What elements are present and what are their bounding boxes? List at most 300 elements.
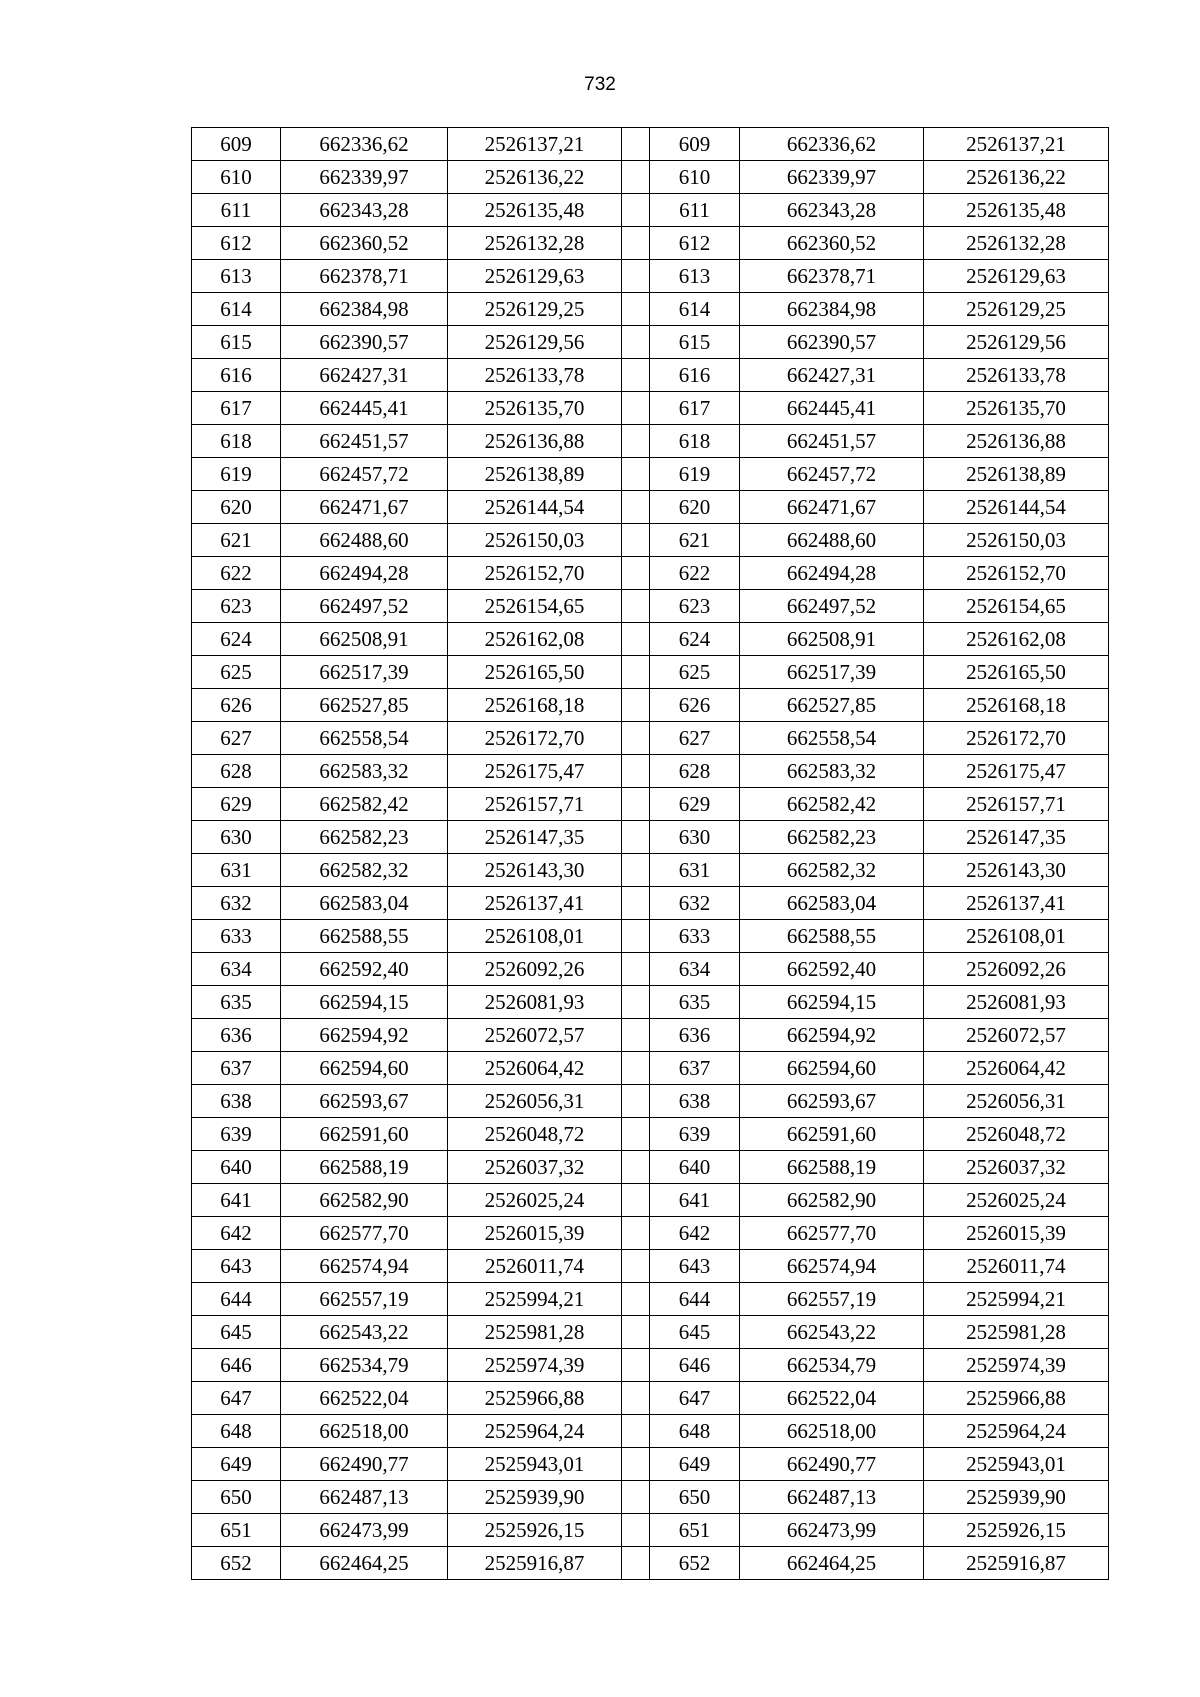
x-coordinate-cell: 662343,28 [281,194,448,227]
point-number-cell: 618 [192,425,281,458]
table-row [192,1382,1109,1415]
point-number-cell: 626 [650,689,740,722]
point-number-cell: 649 [650,1448,740,1481]
y-coordinate-cell: 2526157,71 [924,788,1109,821]
point-number-cell: 633 [192,920,281,953]
x-coordinate-cell: 662497,52 [740,590,924,623]
y-coordinate-cell: 2526108,01 [924,920,1109,953]
x-coordinate-cell: 662583,32 [740,755,924,788]
table-row [192,920,1109,953]
y-coordinate-cell: 2526011,74 [924,1250,1109,1283]
y-coordinate-cell: 2525939,90 [924,1481,1109,1514]
table-row [192,953,1109,986]
point-number-cell: 622 [650,557,740,590]
x-coordinate-cell: 662518,00 [281,1415,448,1448]
table-row [192,425,1109,458]
y-coordinate-cell: 2526025,24 [924,1184,1109,1217]
y-coordinate-cell: 2526037,32 [448,1151,622,1184]
table-row [192,1085,1109,1118]
y-coordinate-cell: 2525964,24 [924,1415,1109,1448]
table-row [192,491,1109,524]
y-coordinate-cell: 2526129,25 [448,293,622,326]
table-row [192,590,1109,623]
empty-separator-cell [622,1250,650,1283]
empty-separator-cell [622,458,650,491]
point-number-cell: 637 [192,1052,281,1085]
x-coordinate-cell: 662574,94 [281,1250,448,1283]
point-number-cell: 616 [192,359,281,392]
x-coordinate-cell: 662522,04 [740,1382,924,1415]
point-number-cell: 614 [192,293,281,326]
y-coordinate-cell: 2526129,63 [448,260,622,293]
point-number-cell: 641 [650,1184,740,1217]
y-coordinate-cell: 2526175,47 [924,755,1109,788]
empty-separator-cell [622,1448,650,1481]
x-coordinate-cell: 662464,25 [740,1547,924,1580]
table-row [192,1316,1109,1349]
y-coordinate-cell: 2526048,72 [924,1118,1109,1151]
x-coordinate-cell: 662527,85 [740,689,924,722]
point-number-cell: 651 [192,1514,281,1547]
empty-separator-cell [622,425,650,458]
y-coordinate-cell: 2526129,25 [924,293,1109,326]
point-number-cell: 619 [192,458,281,491]
x-coordinate-cell: 662473,99 [281,1514,448,1547]
point-number-cell: 626 [192,689,281,722]
x-coordinate-cell: 662494,28 [740,557,924,590]
x-coordinate-cell: 662534,79 [281,1349,448,1382]
point-number-cell: 611 [192,194,281,227]
y-coordinate-cell: 2526154,65 [924,590,1109,623]
x-coordinate-cell: 662582,23 [281,821,448,854]
y-coordinate-cell: 2526137,21 [924,128,1109,161]
y-coordinate-cell: 2526135,48 [924,194,1109,227]
x-coordinate-cell: 662336,62 [281,128,448,161]
point-number-cell: 621 [650,524,740,557]
table-row [192,194,1109,227]
x-coordinate-cell: 662339,97 [740,161,924,194]
x-coordinate-cell: 662518,00 [740,1415,924,1448]
empty-separator-cell [622,986,650,1019]
y-coordinate-cell: 2526175,47 [448,755,622,788]
x-coordinate-cell: 662517,39 [740,656,924,689]
table-row [192,1184,1109,1217]
x-coordinate-cell: 662494,28 [281,557,448,590]
y-coordinate-cell: 2526092,26 [924,953,1109,986]
table-row [192,821,1109,854]
table-row [192,161,1109,194]
y-coordinate-cell: 2526064,42 [448,1052,622,1085]
empty-separator-cell [622,128,650,161]
y-coordinate-cell: 2525994,21 [448,1283,622,1316]
y-coordinate-cell: 2526132,28 [448,227,622,260]
table-row [192,1019,1109,1052]
empty-separator-cell [622,491,650,524]
x-coordinate-cell: 662390,57 [281,326,448,359]
empty-separator-cell [622,1514,650,1547]
point-number-cell: 652 [650,1547,740,1580]
x-coordinate-cell: 662558,54 [740,722,924,755]
table-row [192,1283,1109,1316]
table-row [192,1481,1109,1514]
x-coordinate-cell: 662490,77 [740,1448,924,1481]
x-coordinate-cell: 662594,92 [740,1019,924,1052]
x-coordinate-cell: 662574,94 [740,1250,924,1283]
point-number-cell: 643 [650,1250,740,1283]
x-coordinate-cell: 662593,67 [281,1085,448,1118]
y-coordinate-cell: 2525981,28 [924,1316,1109,1349]
y-coordinate-cell: 2526135,70 [924,392,1109,425]
y-coordinate-cell: 2526172,70 [448,722,622,755]
point-number-cell: 623 [650,590,740,623]
point-number-cell: 650 [650,1481,740,1514]
point-number-cell: 614 [650,293,740,326]
x-coordinate-cell: 662390,57 [740,326,924,359]
x-coordinate-cell: 662591,60 [740,1118,924,1151]
empty-separator-cell [622,1349,650,1382]
y-coordinate-cell: 2526150,03 [924,524,1109,557]
point-number-cell: 610 [192,161,281,194]
y-coordinate-cell: 2526152,70 [448,557,622,590]
point-number-cell: 629 [192,788,281,821]
empty-separator-cell [622,293,650,326]
x-coordinate-cell: 662582,90 [740,1184,924,1217]
x-coordinate-cell: 662592,40 [740,953,924,986]
table-row [192,1118,1109,1151]
y-coordinate-cell: 2526168,18 [924,689,1109,722]
empty-separator-cell [622,590,650,623]
empty-separator-cell [622,920,650,953]
table-row [192,524,1109,557]
y-coordinate-cell: 2526143,30 [924,854,1109,887]
x-coordinate-cell: 662343,28 [740,194,924,227]
point-number-cell: 627 [192,722,281,755]
point-number-cell: 609 [192,128,281,161]
empty-separator-cell [622,194,650,227]
point-number-cell: 640 [192,1151,281,1184]
y-coordinate-cell: 2526015,39 [448,1217,622,1250]
point-number-cell: 650 [192,1481,281,1514]
y-coordinate-cell: 2526135,70 [448,392,622,425]
y-coordinate-cell: 2525974,39 [924,1349,1109,1382]
x-coordinate-cell: 662558,54 [281,722,448,755]
x-coordinate-cell: 662527,85 [281,689,448,722]
table-row [192,1250,1109,1283]
empty-separator-cell [622,392,650,425]
y-coordinate-cell: 2526025,24 [448,1184,622,1217]
point-number-cell: 612 [650,227,740,260]
y-coordinate-cell: 2526136,88 [448,425,622,458]
x-coordinate-cell: 662487,13 [281,1481,448,1514]
point-number-cell: 636 [192,1019,281,1052]
point-number-cell: 620 [192,491,281,524]
table-row [192,392,1109,425]
point-number-cell: 648 [192,1415,281,1448]
y-coordinate-cell: 2525926,15 [924,1514,1109,1547]
point-number-cell: 627 [650,722,740,755]
x-coordinate-cell: 662582,23 [740,821,924,854]
point-number-cell: 647 [650,1382,740,1415]
point-number-cell: 625 [192,656,281,689]
x-coordinate-cell: 662508,91 [281,623,448,656]
y-coordinate-cell: 2525966,88 [924,1382,1109,1415]
table-row [192,1349,1109,1382]
x-coordinate-cell: 662594,60 [740,1052,924,1085]
x-coordinate-cell: 662384,98 [740,293,924,326]
x-coordinate-cell: 662488,60 [281,524,448,557]
empty-separator-cell [622,1415,650,1448]
y-coordinate-cell: 2526129,63 [924,260,1109,293]
x-coordinate-cell: 662594,60 [281,1052,448,1085]
point-number-cell: 623 [192,590,281,623]
empty-separator-cell [622,524,650,557]
point-number-cell: 613 [192,260,281,293]
point-number-cell: 617 [650,392,740,425]
point-number-cell: 638 [192,1085,281,1118]
point-number-cell: 649 [192,1448,281,1481]
table-row [192,986,1109,1019]
empty-separator-cell [622,1283,650,1316]
table-row [192,722,1109,755]
x-coordinate-cell: 662543,22 [740,1316,924,1349]
table-row [192,656,1109,689]
table-row [192,557,1109,590]
point-number-cell: 645 [650,1316,740,1349]
x-coordinate-cell: 662336,62 [740,128,924,161]
point-number-cell: 624 [192,623,281,656]
y-coordinate-cell: 2526048,72 [448,1118,622,1151]
point-number-cell: 617 [192,392,281,425]
x-coordinate-cell: 662471,67 [281,491,448,524]
x-coordinate-cell: 662582,42 [281,788,448,821]
table-row [192,1448,1109,1481]
x-coordinate-cell: 662583,32 [281,755,448,788]
y-coordinate-cell: 2525974,39 [448,1349,622,1382]
y-coordinate-cell: 2526015,39 [924,1217,1109,1250]
x-coordinate-cell: 662384,98 [281,293,448,326]
point-number-cell: 624 [650,623,740,656]
x-coordinate-cell: 662534,79 [740,1349,924,1382]
y-coordinate-cell: 2526157,71 [448,788,622,821]
x-coordinate-cell: 662339,97 [281,161,448,194]
y-coordinate-cell: 2526135,48 [448,194,622,227]
x-coordinate-cell: 662451,57 [740,425,924,458]
empty-separator-cell [622,1316,650,1349]
x-coordinate-cell: 662427,31 [281,359,448,392]
x-coordinate-cell: 662582,42 [740,788,924,821]
table-row [192,788,1109,821]
point-number-cell: 632 [192,887,281,920]
table-row [192,458,1109,491]
point-number-cell: 634 [650,953,740,986]
empty-separator-cell [622,359,650,392]
point-number-cell: 629 [650,788,740,821]
y-coordinate-cell: 2526108,01 [448,920,622,953]
y-coordinate-cell: 2526072,57 [924,1019,1109,1052]
x-coordinate-cell: 662582,32 [740,854,924,887]
x-coordinate-cell: 662508,91 [740,623,924,656]
y-coordinate-cell: 2526144,54 [924,491,1109,524]
y-coordinate-cell: 2526165,50 [924,656,1109,689]
point-number-cell: 616 [650,359,740,392]
empty-separator-cell [622,755,650,788]
point-number-cell: 642 [650,1217,740,1250]
table-row [192,887,1109,920]
x-coordinate-cell: 662577,70 [740,1217,924,1250]
x-coordinate-cell: 662360,52 [281,227,448,260]
y-coordinate-cell: 2526137,41 [924,887,1109,920]
point-number-cell: 613 [650,260,740,293]
y-coordinate-cell: 2526092,26 [448,953,622,986]
point-number-cell: 609 [650,128,740,161]
x-coordinate-cell: 662457,72 [281,458,448,491]
y-coordinate-cell: 2526138,89 [448,458,622,491]
point-number-cell: 644 [192,1283,281,1316]
y-coordinate-cell: 2526133,78 [448,359,622,392]
point-number-cell: 642 [192,1217,281,1250]
point-number-cell: 644 [650,1283,740,1316]
y-coordinate-cell: 2526037,32 [924,1151,1109,1184]
empty-separator-cell [622,1382,650,1415]
point-number-cell: 643 [192,1250,281,1283]
x-coordinate-cell: 662594,92 [281,1019,448,1052]
y-coordinate-cell: 2526081,93 [448,986,622,1019]
y-coordinate-cell: 2526172,70 [924,722,1109,755]
table-row [192,755,1109,788]
empty-separator-cell [622,557,650,590]
empty-separator-cell [622,161,650,194]
x-coordinate-cell: 662582,90 [281,1184,448,1217]
coordinates-table-body [192,128,1109,1580]
point-number-cell: 639 [192,1118,281,1151]
table-row [192,227,1109,260]
coordinates-table [191,127,1109,1580]
table-row [192,854,1109,887]
x-coordinate-cell: 662451,57 [281,425,448,458]
x-coordinate-cell: 662378,71 [281,260,448,293]
x-coordinate-cell: 662473,99 [740,1514,924,1547]
table-row [192,689,1109,722]
table-row [192,1547,1109,1580]
point-number-cell: 651 [650,1514,740,1547]
table-row [192,1052,1109,1085]
empty-separator-cell [622,1217,650,1250]
empty-separator-cell [622,1184,650,1217]
point-number-cell: 628 [650,755,740,788]
table-row [192,623,1109,656]
x-coordinate-cell: 662497,52 [281,590,448,623]
point-number-cell: 622 [192,557,281,590]
y-coordinate-cell: 2525964,24 [448,1415,622,1448]
y-coordinate-cell: 2526136,22 [448,161,622,194]
table-row [192,1151,1109,1184]
empty-separator-cell [622,1019,650,1052]
empty-separator-cell [622,623,650,656]
point-number-cell: 630 [650,821,740,854]
y-coordinate-cell: 2526056,31 [924,1085,1109,1118]
table-row [192,359,1109,392]
empty-separator-cell [622,689,650,722]
y-coordinate-cell: 2526011,74 [448,1250,622,1283]
y-coordinate-cell: 2526081,93 [924,986,1109,1019]
point-number-cell: 641 [192,1184,281,1217]
point-number-cell: 618 [650,425,740,458]
point-number-cell: 640 [650,1151,740,1184]
x-coordinate-cell: 662517,39 [281,656,448,689]
point-number-cell: 645 [192,1316,281,1349]
empty-separator-cell [622,1052,650,1085]
empty-separator-cell [622,887,650,920]
point-number-cell: 637 [650,1052,740,1085]
empty-separator-cell [622,1151,650,1184]
y-coordinate-cell: 2526152,70 [924,557,1109,590]
point-number-cell: 625 [650,656,740,689]
y-coordinate-cell: 2526137,41 [448,887,622,920]
table-row [192,326,1109,359]
x-coordinate-cell: 662471,67 [740,491,924,524]
empty-separator-cell [622,1085,650,1118]
x-coordinate-cell: 662583,04 [740,887,924,920]
table-row [192,1217,1109,1250]
x-coordinate-cell: 662594,15 [281,986,448,1019]
y-coordinate-cell: 2525981,28 [448,1316,622,1349]
y-coordinate-cell: 2526136,22 [924,161,1109,194]
y-coordinate-cell: 2526154,65 [448,590,622,623]
x-coordinate-cell: 662577,70 [281,1217,448,1250]
empty-separator-cell [622,722,650,755]
x-coordinate-cell: 662588,19 [740,1151,924,1184]
y-coordinate-cell: 2525939,90 [448,1481,622,1514]
point-number-cell: 611 [650,194,740,227]
point-number-cell: 620 [650,491,740,524]
point-number-cell: 646 [192,1349,281,1382]
x-coordinate-cell: 662490,77 [281,1448,448,1481]
point-number-cell: 631 [192,854,281,887]
y-coordinate-cell: 2526132,28 [924,227,1109,260]
y-coordinate-cell: 2526144,54 [448,491,622,524]
x-coordinate-cell: 662591,60 [281,1118,448,1151]
table-row [192,1514,1109,1547]
y-coordinate-cell: 2525994,21 [924,1283,1109,1316]
empty-separator-cell [622,1118,650,1151]
point-number-cell: 615 [650,326,740,359]
x-coordinate-cell: 662588,19 [281,1151,448,1184]
empty-separator-cell [622,1547,650,1580]
y-coordinate-cell: 2526072,57 [448,1019,622,1052]
empty-separator-cell [622,854,650,887]
y-coordinate-cell: 2525943,01 [448,1448,622,1481]
y-coordinate-cell: 2526165,50 [448,656,622,689]
point-number-cell: 628 [192,755,281,788]
x-coordinate-cell: 662464,25 [281,1547,448,1580]
y-coordinate-cell: 2525966,88 [448,1382,622,1415]
empty-separator-cell [622,821,650,854]
y-coordinate-cell: 2526168,18 [448,689,622,722]
point-number-cell: 646 [650,1349,740,1382]
x-coordinate-cell: 662488,60 [740,524,924,557]
point-number-cell: 652 [192,1547,281,1580]
point-number-cell: 638 [650,1085,740,1118]
y-coordinate-cell: 2525916,87 [448,1547,622,1580]
y-coordinate-cell: 2526138,89 [924,458,1109,491]
x-coordinate-cell: 662588,55 [281,920,448,953]
empty-separator-cell [622,326,650,359]
point-number-cell: 636 [650,1019,740,1052]
x-coordinate-cell: 662543,22 [281,1316,448,1349]
point-number-cell: 621 [192,524,281,557]
point-number-cell: 619 [650,458,740,491]
x-coordinate-cell: 662522,04 [281,1382,448,1415]
